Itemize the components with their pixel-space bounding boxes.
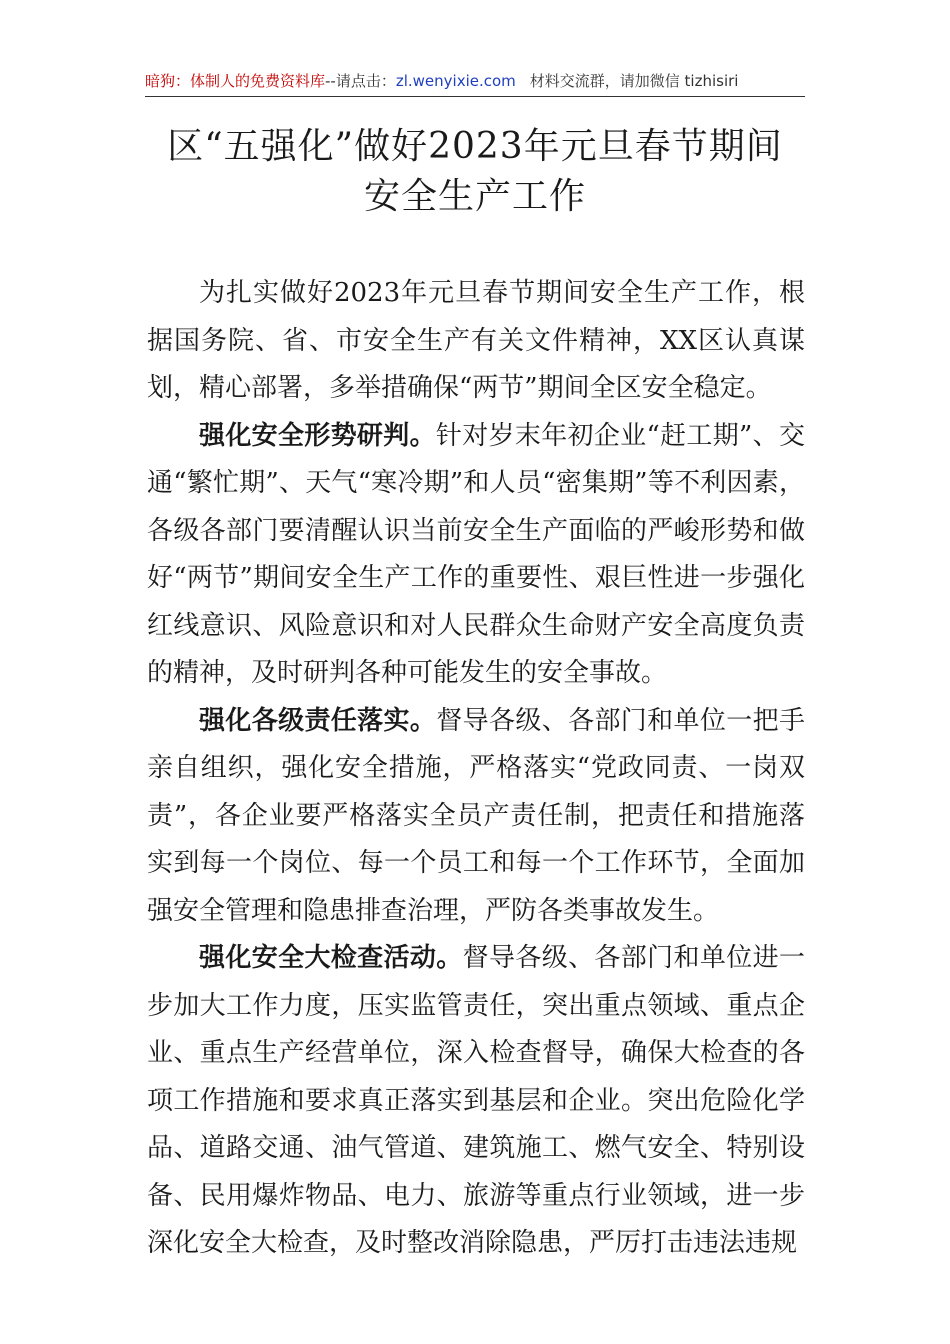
paragraph-responsibility xyxy=(147,698,805,936)
paragraph-situation xyxy=(147,413,805,698)
paragraph-inspection xyxy=(147,935,805,1268)
document-title xyxy=(80,122,870,222)
paragraph-text: 督导各级、各部门和单位一把手亲自组织，强化安全措施，严格落实“党政同责、一岗双责”，各企业要严格落实全员产责任制，把责任和措施落实到每一个岗位、每一个员工和每一个工作环节，全面加强安全管理和隐患排查治理，严防各类事故发生。 xyxy=(147,705,805,926)
paragraph-text: 针对岁末年初企业“赶工期”、交通“繁忙期”、天气“寒冷期”和人员“密集期”等不利因素，各级各部门要清醒认识当前安全生产面临的严峻形势和做好“两节”期间安全生产工作的重要性、艰巨性进一步强化红线意识、风险意识和对人民群众生命财产安全高度负责的精神，及时研判各种可能发生的安全事故。 xyxy=(147,420,805,688)
paragraph-lead: 强化安全大检查活动。 xyxy=(199,943,463,973)
title-line-1: 区“五强化”做好2023年元旦春节期间 xyxy=(167,126,783,167)
page-header xyxy=(145,68,805,97)
paragraph-text: 督导各级、各部门和单位进一步加大工作力度，压实监管责任，突出重点领域、重点企业、重点生产经营单位，深入检查督导，确保大检查的各项工作措施和要求真正落实到基层和企业。突出危险化学品、道路交通、油气管道、建筑施工、燃气安全、特别设备、民用爆炸物品、电力、旅游等重点行业领域，进一步深化安全大检查，及时整改消除隐患，严厉打击违法违规 xyxy=(147,943,805,1258)
document-body xyxy=(147,270,805,1268)
header-link[interactable]: zl.wenyixie.com xyxy=(395,72,516,90)
paragraph-lead: 强化各级责任落实。 xyxy=(199,705,437,736)
header-brand: 暗狗：体制人的免费资料库 xyxy=(145,72,326,90)
header-prompt: --请点击： xyxy=(325,72,396,90)
header-contact: 材料交流群，请加微信 tizhisiri xyxy=(529,72,739,90)
paragraph-lead: 强化安全形势研判。 xyxy=(199,420,436,451)
paragraph-text: 为扎实做好2023年元旦春节期间安全生产工作，根据国务院、省、市安全生产有关文件精神，XX区认真谋划，精心部署，多举措确保“两节”期间全区安全稳定。 xyxy=(147,278,805,403)
title-line-2: 安全生产工作 xyxy=(363,176,586,217)
paragraph-intro xyxy=(147,270,805,413)
